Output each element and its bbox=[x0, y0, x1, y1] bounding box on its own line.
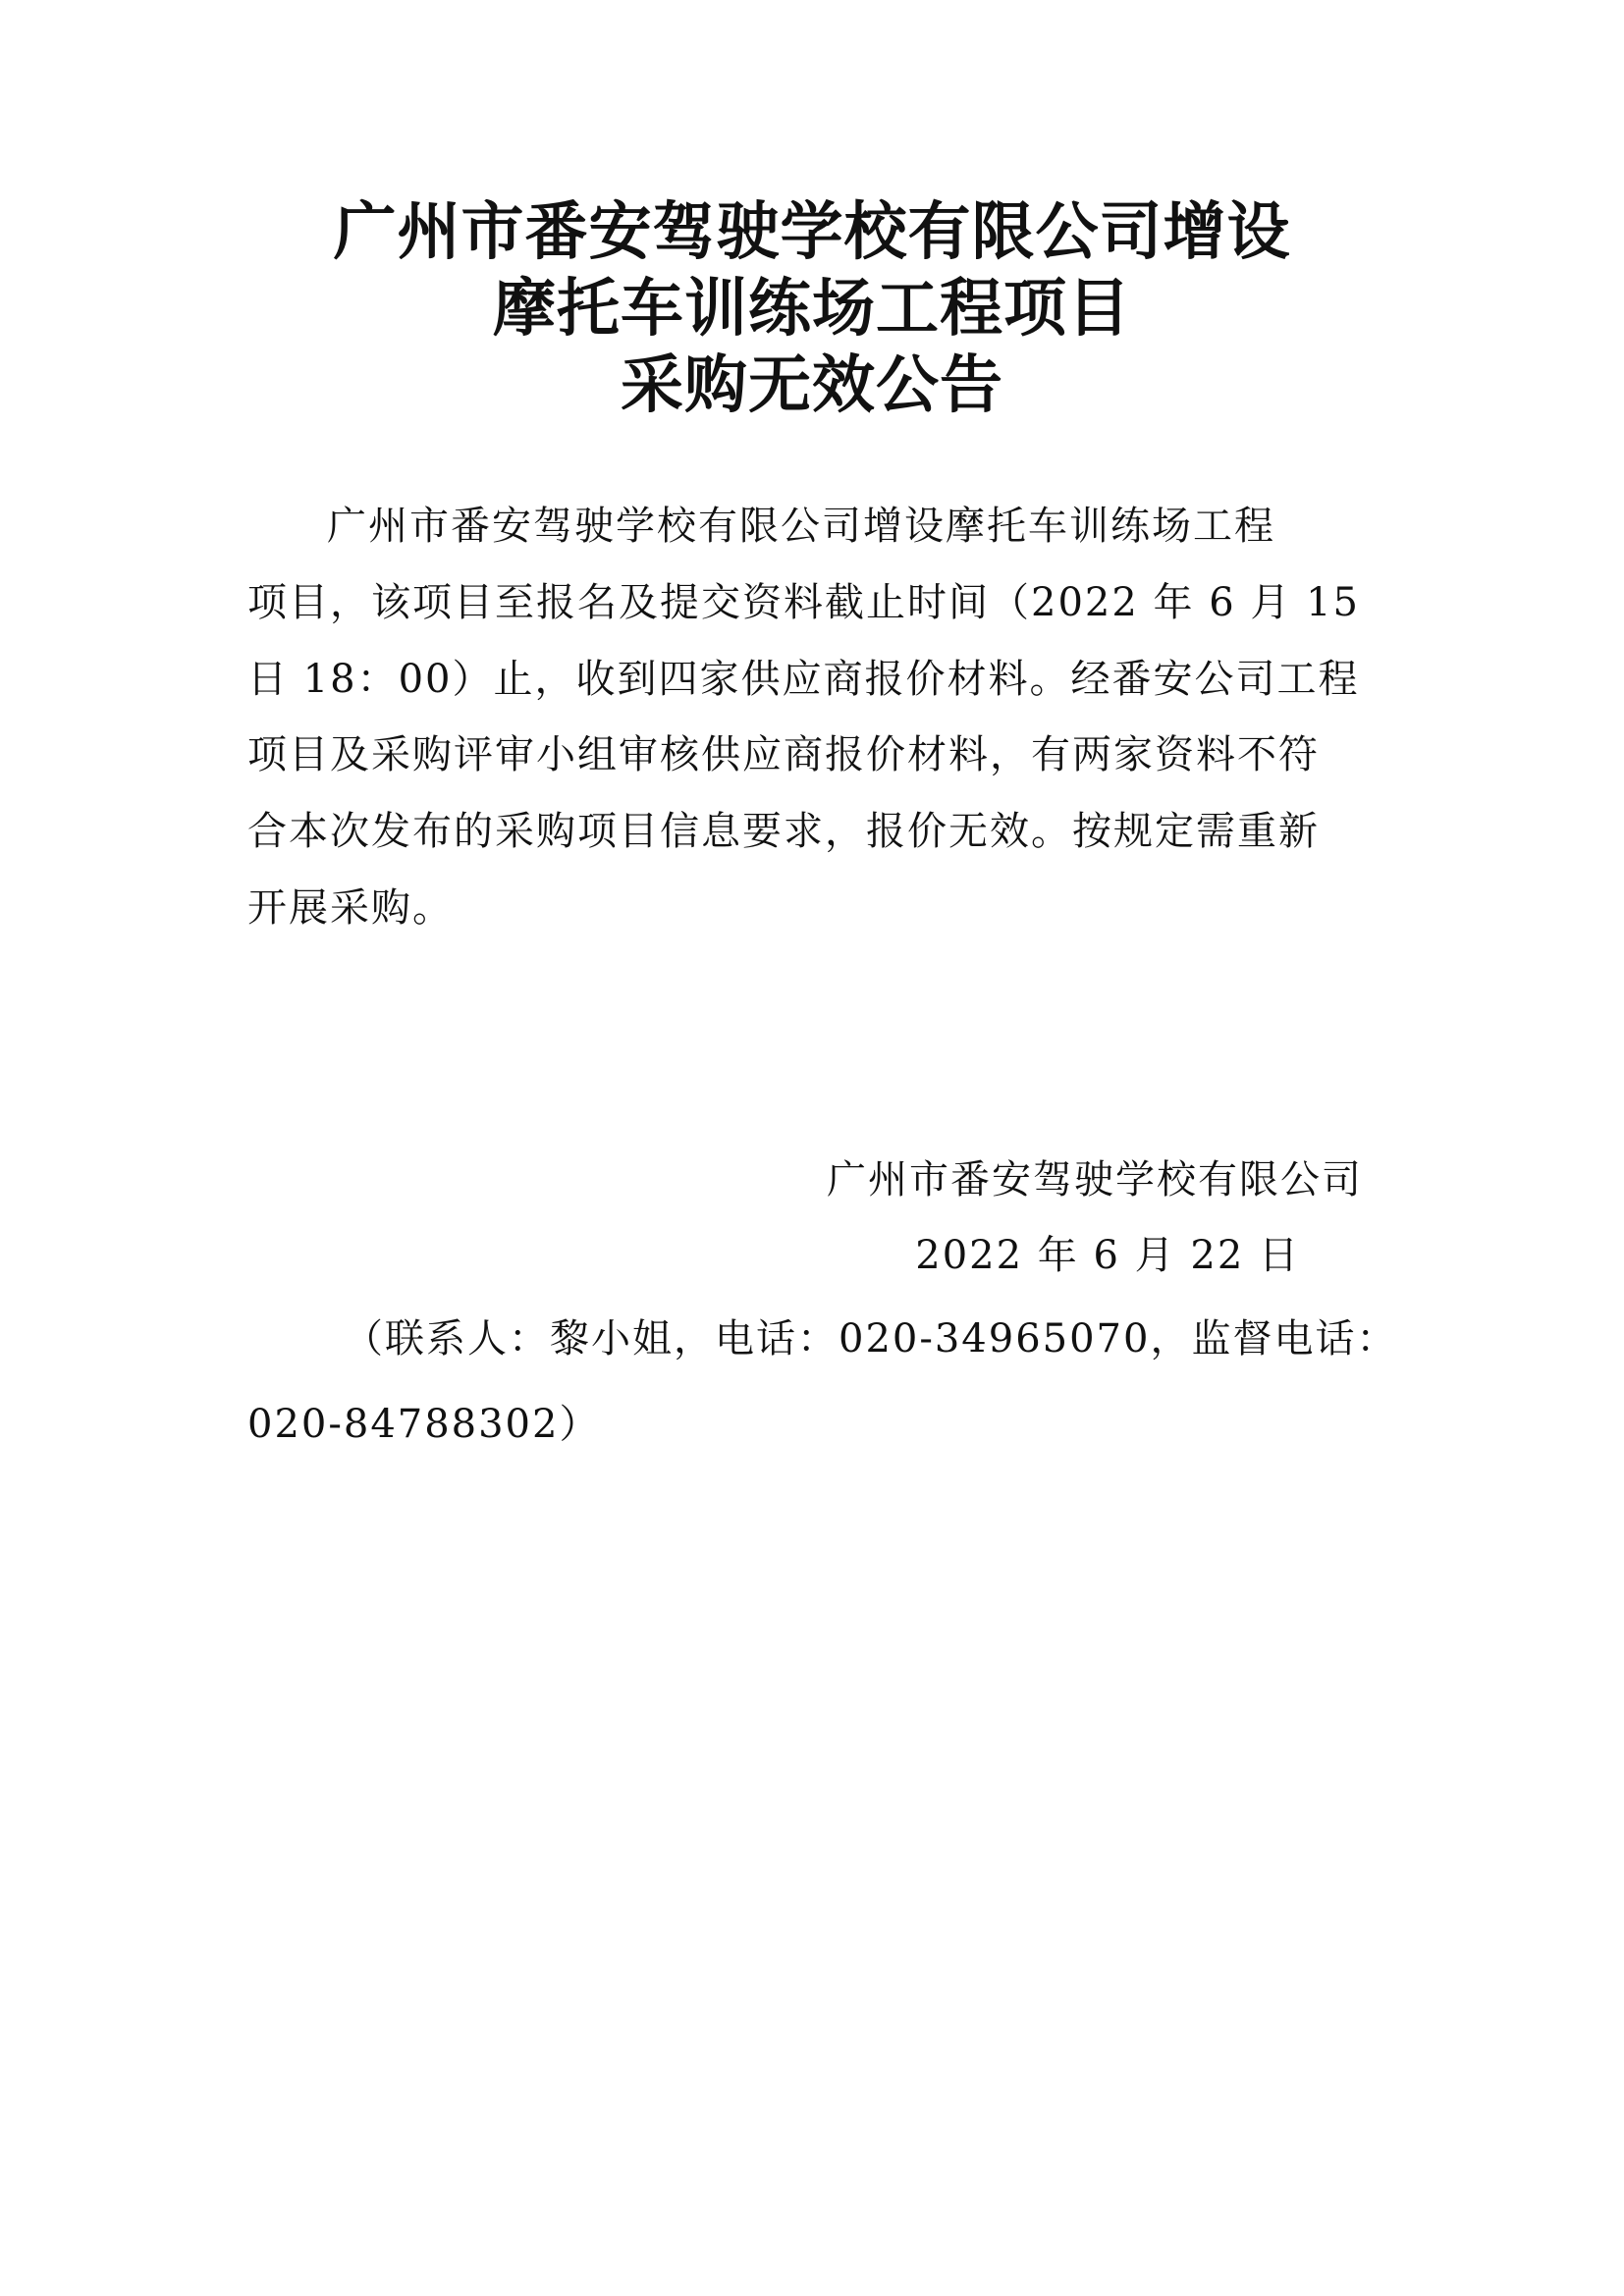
document-title-line-1: 广州市番安驾驶学校有限公司增设 bbox=[333, 195, 1291, 269]
document-title-line-3: 采购无效公告 bbox=[621, 348, 1003, 422]
body-text-line: 广州市番安驾驶学校有限公司增设摩托车训练场工程 bbox=[327, 504, 1275, 549]
contact-line-2: 020-84788302） bbox=[247, 1402, 601, 1447]
signature-date: 2022 年 6 月 22 日 bbox=[915, 1233, 1300, 1278]
body-text-line: 项目，该项目至报名及提交资料截止时间（2022 年 6 月 15 bbox=[247, 580, 1361, 625]
body-text-line: 日 18：00）止，收到四家供应商报价材料。经番安公司工程 bbox=[247, 657, 1360, 702]
body-text-line: 项目及采购评审小组审核供应商报价材料，有两家资料不符 bbox=[247, 732, 1320, 777]
body-text-line: 开展采购。 bbox=[247, 885, 454, 931]
document-title-line-2: 摩托车训练场工程项目 bbox=[493, 272, 1131, 346]
body-text-line: 合本次发布的采购项目信息要求，报价无效。按规定需重新 bbox=[247, 809, 1320, 854]
contact-line-1: （联系人：黎小姐，电话：020-34965070，监督电话： bbox=[344, 1316, 1398, 1362]
signature-company: 广州市番安驾驶学校有限公司 bbox=[827, 1157, 1363, 1202]
